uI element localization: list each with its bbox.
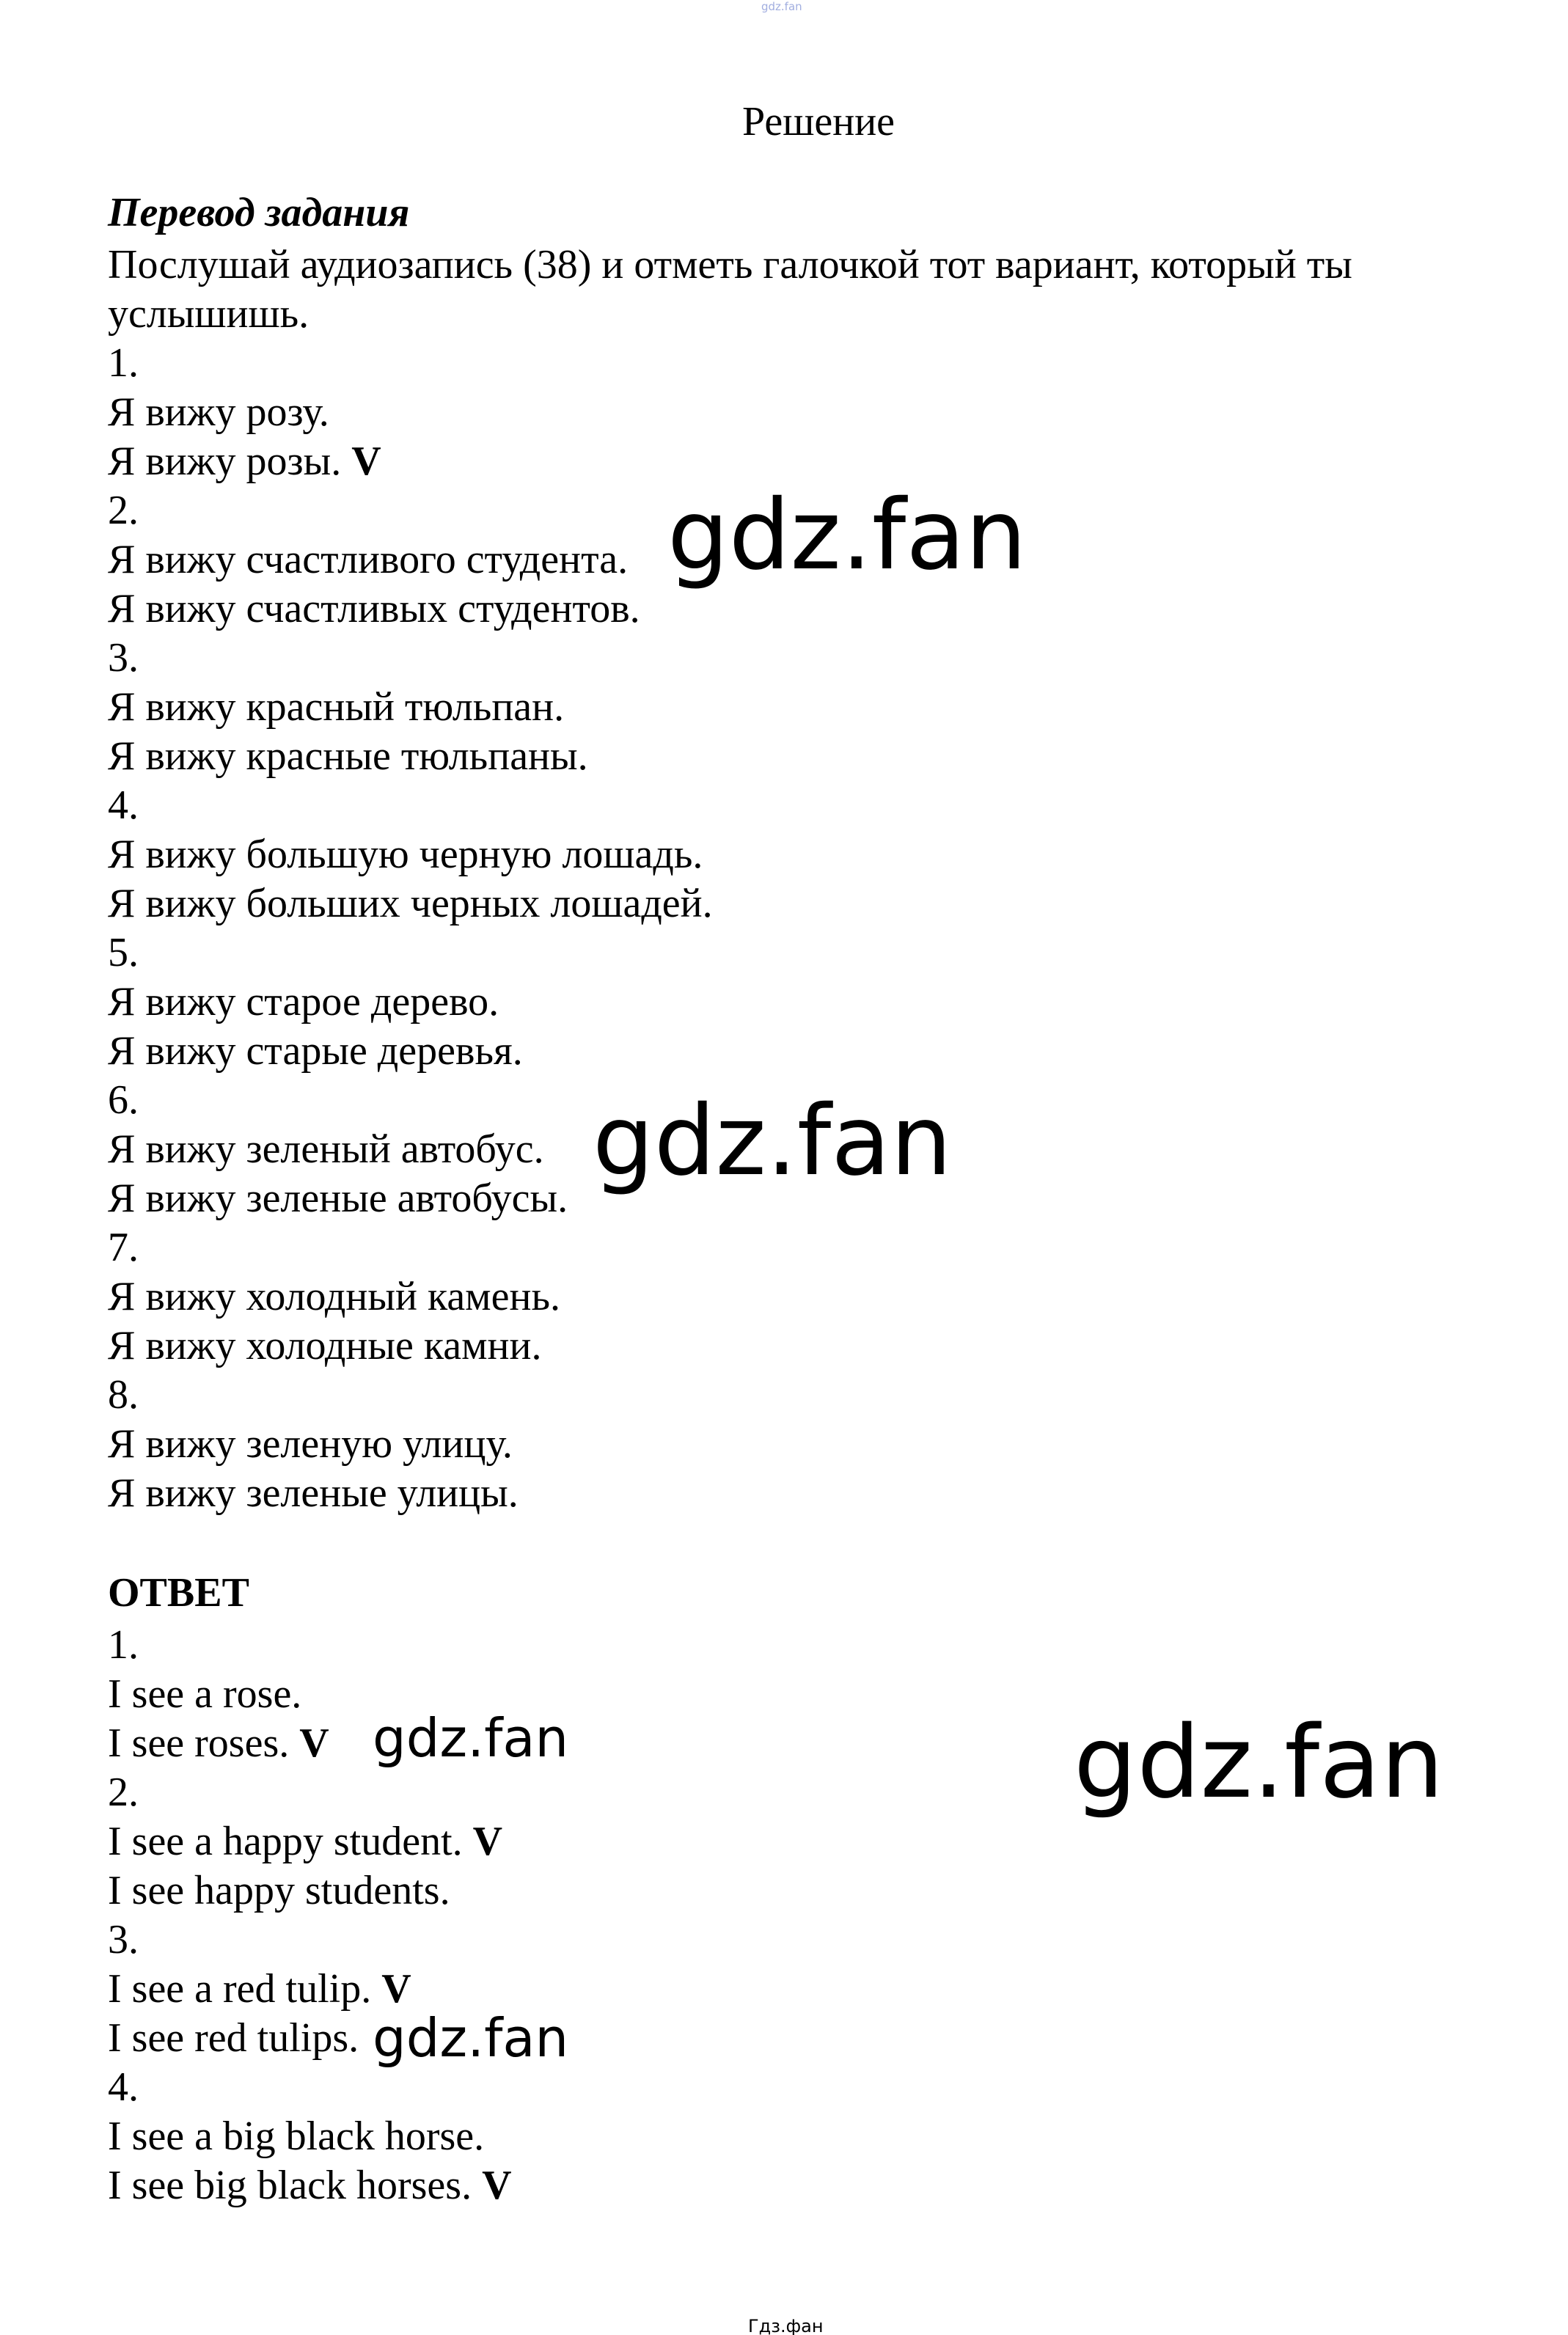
translation-option-a: Я вижу старое дерево.: [108, 979, 499, 1024]
answer-option-a: I see a rose.: [108, 1671, 302, 1717]
answer-heading: ОТВЕТ: [108, 1570, 249, 1616]
instruction-line-1: Послушай аудиозапись (38) и отметь галочкой тот вариант, который ты: [108, 242, 1352, 287]
watermark: gdz.fan: [373, 2007, 569, 2069]
check-mark: V: [299, 1720, 329, 1766]
answer-option-b: I see roses. V: [108, 1720, 329, 1766]
translation-item-number: 8.: [108, 1372, 139, 1418]
translation-item-number: 4.: [108, 782, 139, 828]
translation-option-a: Я вижу зеленую улицу.: [108, 1421, 513, 1467]
translation-item-number: 2.: [108, 488, 139, 533]
translation-item-number: 3.: [108, 635, 139, 681]
answer-item-number: 1.: [108, 1622, 139, 1668]
translation-option-a: Я вижу красный тюльпан.: [108, 684, 565, 730]
translation-option-b: Я вижу зеленые автобусы.: [108, 1176, 568, 1221]
translation-option-b: Я вижу зеленые улицы.: [108, 1470, 519, 1516]
translation-item-number: 1.: [108, 340, 139, 386]
page-title: Решение: [742, 99, 895, 144]
translation-item-number: 6.: [108, 1077, 139, 1123]
watermark: gdz.fan: [593, 1085, 952, 1198]
translation-option-b: Я вижу больших черных лошадей.: [108, 881, 713, 926]
answer-item-number: 4.: [108, 2064, 139, 2110]
check-mark: V: [482, 2163, 512, 2208]
answer-option-a: I see a happy student. V: [108, 1819, 503, 1864]
check-mark: V: [472, 1819, 503, 1864]
instruction-line-2: услышишь.: [108, 291, 309, 337]
translation-option-a: Я вижу розу.: [108, 389, 329, 435]
translation-item-number: 5.: [108, 930, 139, 975]
translation-item-number: 7.: [108, 1225, 139, 1270]
translation-option-b: Я вижу розы. V: [108, 439, 381, 484]
answer-item-number: 2.: [108, 1770, 139, 1815]
check-mark: V: [351, 439, 381, 484]
answer-item-number: 3.: [108, 1917, 139, 1962]
translation-option-a: Я вижу большую черную лошадь.: [108, 832, 703, 877]
translation-heading: Перевод задания: [108, 190, 410, 235]
top-watermark: gdz.fan: [761, 0, 802, 13]
check-mark: V: [381, 1966, 411, 2012]
answer-option-a: I see a red tulip. V: [108, 1966, 411, 2012]
answer-option-a: I see a big black horse.: [108, 2114, 485, 2159]
watermark: gdz.fan: [373, 1707, 569, 1769]
watermark: gdz.fan: [1074, 1705, 1444, 1821]
translation-option-b: Я вижу счастливых студентов.: [108, 586, 640, 631]
translation-option-b: Я вижу старые деревья.: [108, 1028, 523, 1074]
translation-option-b: Я вижу холодные камни.: [108, 1323, 542, 1368]
answer-option-b: I see happy students.: [108, 1868, 450, 1913]
translation-option-a: Я вижу холодный камень.: [108, 1274, 560, 1319]
translation-option-a: Я вижу счастливого студента.: [108, 537, 629, 582]
translation-option-b: Я вижу красные тюльпаны.: [108, 733, 588, 779]
footer-text: Гдз.фан: [748, 2316, 824, 2335]
translation-option-a: Я вижу зеленый автобус.: [108, 1126, 544, 1172]
answer-option-b: I see red tulips.: [108, 2015, 359, 2061]
watermark: gdz.fan: [667, 479, 1027, 592]
answer-option-b: I see big black horses. V: [108, 2163, 512, 2208]
